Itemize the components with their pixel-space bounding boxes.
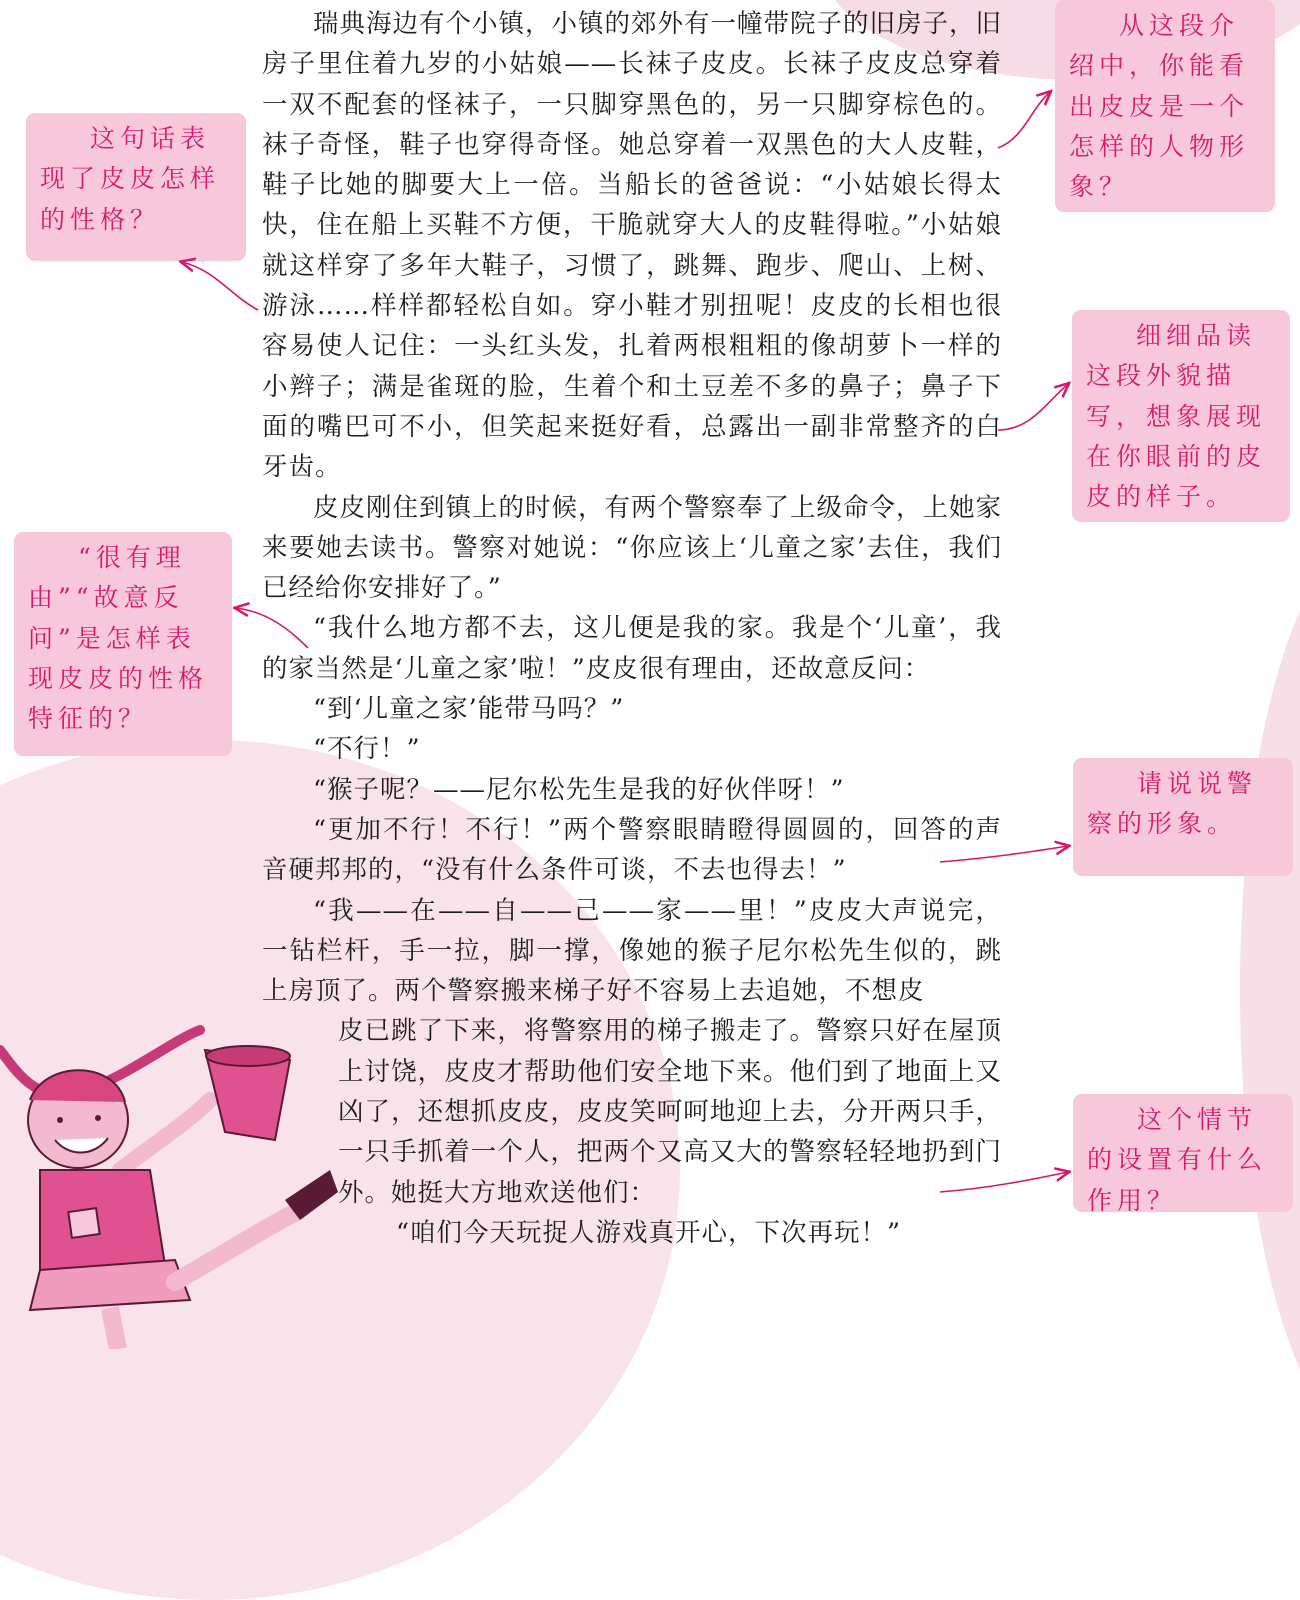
- paragraph-no: “不行！”: [313, 734, 421, 765]
- arrow-to-note-left-personality: [182, 262, 258, 310]
- note-left-reasoning: “很有理由”“故意反问”是怎样表现皮皮的性格特征的？: [14, 532, 232, 756]
- note-right-plot: 这个情节的设置有什么作用？: [1073, 1094, 1293, 1212]
- arrow-to-note-right-character: [998, 92, 1050, 148]
- note-right-police: 请说说警察的形象。: [1073, 758, 1293, 876]
- arrow-to-note-right-plot: [940, 1172, 1068, 1192]
- arrow-to-note-right-appearance: [998, 384, 1068, 430]
- arrow-to-note-right-police: [940, 846, 1068, 862]
- note-right-appearance: 细细品读这段外貌描写，想象展现在你眼前的皮皮的样子。: [1072, 310, 1290, 522]
- paragraph-farewell: “咱们今天玩捉人游戏真开心，下次再玩！”: [396, 1217, 902, 1248]
- pippi-illustration: [0, 1020, 340, 1353]
- arrow-to-note-left-reasoning: [236, 608, 308, 648]
- paragraph-horse-question: “到‘儿童之家’能带马吗？”: [313, 694, 625, 725]
- pippi-figure-icon: [0, 1020, 340, 1349]
- paragraph-intro: 瑞典海边有个小镇，小镇的郊外有一幢带院子的旧房子，旧房子里住着九岁的小姑娘——长袜子皮皮。长袜子皮皮总穿着一双不配套的怪袜子，一只脚穿黑色的，另一只脚穿棕色的。袜子奇怪，鞋子也穿得奇怪。她总穿着一双黑色的大人皮鞋，鞋子比她的脚要大上一倍。当船长的爸爸说：“小姑娘长得太快，住在船上买鞋不方便，干脆就穿大人的皮鞋得啦。”小姑娘就这样穿了多年大鞋子，习惯了，跳舞、跑步、爬山、上树、游泳……样样都轻松自如。穿小鞋才别扭呢！皮皮的长相也很容易使人记住：一头红头发，扎着两根粗粗的像胡萝卜一样的小辫子；满是雀斑的脸，生着个和土豆差不多的鼻子；鼻子下面的嘴巴可不小，但笑起来挺好看，总露出一副非常整齐的白牙齿。: [262, 9, 1003, 483]
- paragraph-police-refuse: “更加不行！不行！”两个警察眼睛瞪得圆圆的，回答的声音硬邦邦的，“没有什么条件可谈，不去也得去！”: [262, 814, 1002, 886]
- note-left-personality: 这句话表现了皮皮怎样的性格？: [26, 113, 246, 261]
- paragraph-ladder: 皮已跳了下来，将警察用的梯子搬走了。警察只好在屋顶上讨饶，皮皮才帮助他们安全地下来。他们到了地面上又凶了，还想抓皮皮，皮皮笑呵呵地迎上去，分开两只手，一只手抓着一个人，把两个又高又大的警察轻轻地扔到门外。她挺大方地欢送他们：: [338, 1016, 1002, 1208]
- paragraph-monkey-question: “猴子呢？——尼尔松先生是我的好伙伴呀！”: [313, 774, 845, 805]
- paragraph-pippi-reply: “我什么地方都不去，这儿便是我的家。我是个‘儿童’，我的家当然是‘儿童之家’啦！”皮皮很有理由，还故意反问：: [262, 613, 1002, 684]
- paragraph-police-arrive: 皮皮刚住到镇上的时候，有两个警察奉了上级命令，上她家来要她去读书。警察对她说：“你应该上‘儿童之家’去住，我们已经给你安排好了。”: [262, 492, 1003, 604]
- note-right-character: 从这段介绍中，你能看出皮皮是一个怎样的人物形象？: [1055, 0, 1275, 212]
- paragraph-roof: “我——在——自——己——家——里！”皮皮大声说完，一钻栏杆，手一拉，脚一撑，像她的猴子尼尔松先生似的，跳上房顶了。两个警察搬来梯子好不容易上去追她，不想皮: [262, 895, 1002, 1007]
